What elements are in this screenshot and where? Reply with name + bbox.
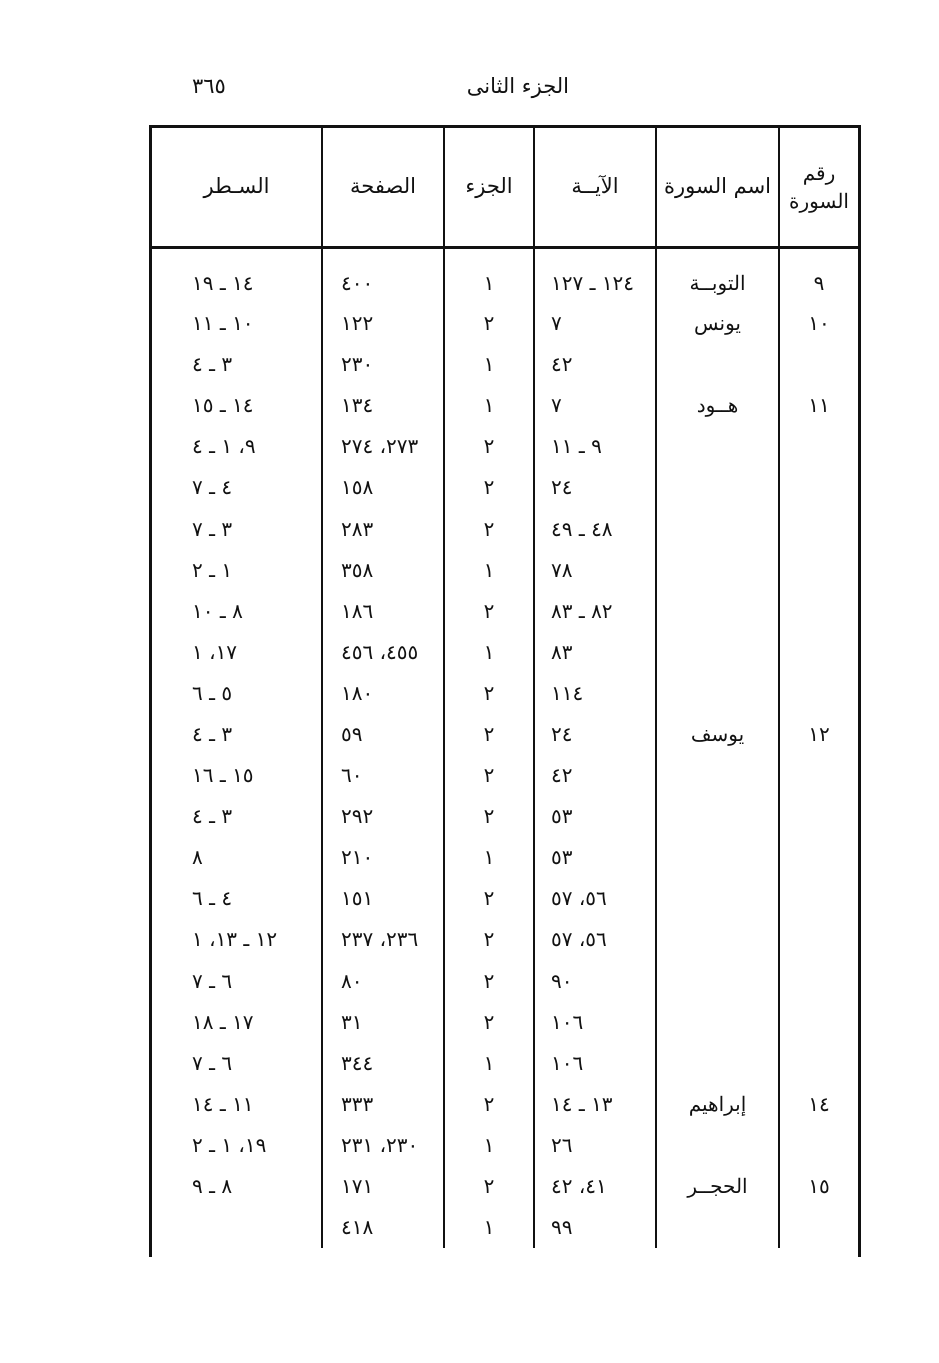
cell-juz: ١ bbox=[444, 549, 534, 590]
cell-page: ١٥٨ bbox=[322, 467, 444, 508]
cell-page: ١٨٠ bbox=[322, 672, 444, 713]
table-row bbox=[152, 631, 858, 672]
cell-aya: ٥٦، ٥٧ bbox=[534, 919, 656, 960]
page-number: ٣٦٥ bbox=[192, 74, 226, 98]
cell-aya: ٨٢ ـ ٨٣ bbox=[534, 590, 656, 631]
cell-surah-number bbox=[779, 426, 858, 467]
cell-surah-name: الحجــر bbox=[656, 1165, 779, 1206]
cell-aya: ٧ bbox=[534, 303, 656, 344]
cell-line: ١٧ ـ ١٨ bbox=[192, 1009, 254, 1034]
cell-line: ١٧، ١ bbox=[192, 639, 238, 664]
cell-line: ١١ ـ ١٤ bbox=[192, 1091, 254, 1116]
cell-surah-name bbox=[656, 1124, 779, 1165]
cell-surah-number bbox=[779, 1124, 858, 1165]
table-row bbox=[152, 344, 858, 385]
cell-surah-name bbox=[656, 631, 779, 672]
header-row bbox=[152, 128, 858, 248]
cell-juz: ٢ bbox=[444, 919, 534, 960]
cell-page: ٣٣٣ bbox=[322, 1083, 444, 1124]
cell-aya: ٩ ـ ١١ bbox=[534, 426, 656, 467]
cell-aya: ١١٤ bbox=[534, 672, 656, 713]
table-row bbox=[152, 1207, 858, 1248]
cell-line: ١٥ ـ ١٦ bbox=[192, 763, 254, 788]
cell-surah-name bbox=[656, 960, 779, 1001]
cell-surah-name bbox=[656, 837, 779, 878]
cell-line: ١٢ ـ ١٣، ١ bbox=[192, 927, 278, 952]
cell-page: ١٨٦ bbox=[322, 590, 444, 631]
cell-line: ٣ ـ ٧ bbox=[192, 516, 233, 541]
table-row bbox=[152, 303, 858, 344]
cell-surah-name bbox=[656, 590, 779, 631]
cell-line: ١٠ ـ ١١ bbox=[192, 311, 254, 336]
cell-line: ٣ ـ ٤ bbox=[192, 721, 233, 746]
table-row bbox=[152, 755, 858, 796]
cell-surah-number bbox=[779, 796, 858, 837]
cell-surah-name bbox=[656, 1207, 779, 1248]
cell-aya: ٨٣ bbox=[534, 631, 656, 672]
cell-page: ٨٠ bbox=[322, 960, 444, 1001]
surah-number-header-line1: رقم bbox=[802, 161, 836, 185]
cell-aya: ٤٢ bbox=[534, 344, 656, 385]
cell-aya: ٥٦، ٥٧ bbox=[534, 878, 656, 919]
col-aya-header: الآيــة bbox=[534, 128, 656, 248]
cell-juz: ١ bbox=[444, 344, 534, 385]
cell-juz: ٢ bbox=[444, 878, 534, 919]
surah-index-table bbox=[152, 128, 858, 1248]
cell-page: ٥٩ bbox=[322, 713, 444, 754]
cell-surah-number bbox=[779, 878, 858, 919]
cell-surah-number: ١١ bbox=[779, 385, 858, 426]
col-juz-header: الجزء bbox=[444, 128, 534, 248]
cell-juz: ٢ bbox=[444, 796, 534, 837]
cell-aya: ٤٢ bbox=[534, 755, 656, 796]
cell-line: ٣ ـ ٤ bbox=[192, 804, 233, 829]
cell-juz: ١ bbox=[444, 248, 534, 303]
cell-line: ٨ ـ ١٠ bbox=[192, 598, 243, 623]
cell-page: ١٣٤ bbox=[322, 385, 444, 426]
cell-page: ٢٣٠، ٢٣١ bbox=[322, 1124, 444, 1165]
cell-juz: ٢ bbox=[444, 713, 534, 754]
page-title: الجزء الثانى bbox=[466, 74, 569, 98]
cell-juz: ١ bbox=[444, 1042, 534, 1083]
cell-aya: ١٠٦ bbox=[534, 1042, 656, 1083]
cell-aya: ٧ bbox=[534, 385, 656, 426]
table-row bbox=[152, 672, 858, 713]
cell-surah-number bbox=[779, 631, 858, 672]
cell-page: ٤٥٥، ٤٥٦ bbox=[322, 631, 444, 672]
cell-page: ٣٤٤ bbox=[322, 1042, 444, 1083]
table-row bbox=[152, 549, 858, 590]
col-surah-number-header bbox=[779, 128, 858, 248]
cell-aya: ٢٦ bbox=[534, 1124, 656, 1165]
cell-surah-number bbox=[779, 672, 858, 713]
table-row bbox=[152, 878, 858, 919]
cell-page: ٢٣٠ bbox=[322, 344, 444, 385]
cell-surah-name bbox=[656, 1001, 779, 1042]
cell-line: ٣ ـ ٤ bbox=[192, 352, 233, 377]
cell-aya: ٩٠ bbox=[534, 960, 656, 1001]
cell-juz: ٢ bbox=[444, 672, 534, 713]
cell-page: ٢٨٣ bbox=[322, 508, 444, 549]
cell-page: ٢٩٢ bbox=[322, 796, 444, 837]
cell-line: ١٤ ـ ١٩ bbox=[192, 270, 254, 295]
table-row bbox=[152, 1165, 858, 1206]
cell-line: ٨ ـ ٩ bbox=[192, 1174, 233, 1199]
cell-juz: ٢ bbox=[444, 1165, 534, 1206]
surah-number-header-line2: السورة bbox=[789, 189, 849, 213]
cell-surah-name bbox=[656, 426, 779, 467]
cell-surah-number bbox=[779, 1207, 858, 1248]
cell-surah-name bbox=[656, 1042, 779, 1083]
cell-juz: ٢ bbox=[444, 426, 534, 467]
cell-surah-number bbox=[779, 590, 858, 631]
cell-surah-number bbox=[779, 467, 858, 508]
cell-surah-name bbox=[656, 919, 779, 960]
cell-page: ٤٠٠ bbox=[322, 248, 444, 303]
table-row bbox=[152, 837, 858, 878]
table-row bbox=[152, 508, 858, 549]
cell-surah-number: ١٠ bbox=[779, 303, 858, 344]
cell-surah-number: ٩ bbox=[779, 248, 858, 303]
cell-page: ٦٠ bbox=[322, 755, 444, 796]
cell-juz: ٢ bbox=[444, 1001, 534, 1042]
cell-surah-number: ١٤ bbox=[779, 1083, 858, 1124]
table-row bbox=[152, 385, 858, 426]
cell-line: ٨ bbox=[192, 845, 203, 870]
cell-surah-number bbox=[779, 755, 858, 796]
table-row bbox=[152, 590, 858, 631]
cell-juz: ٢ bbox=[444, 467, 534, 508]
table-row bbox=[152, 919, 858, 960]
cell-line bbox=[152, 1207, 322, 1248]
col-surah-name-header: اسم السورة bbox=[656, 128, 779, 248]
table-row bbox=[152, 426, 858, 467]
cell-aya: ١٠٦ bbox=[534, 1001, 656, 1042]
cell-line: ١٤ ـ ١٥ bbox=[192, 393, 254, 418]
cell-juz: ١ bbox=[444, 631, 534, 672]
cell-aya: ٩٩ bbox=[534, 1207, 656, 1248]
cell-aya: ٧٨ bbox=[534, 549, 656, 590]
table-row bbox=[152, 248, 858, 303]
col-page-header: الصفحة bbox=[322, 128, 444, 248]
cell-surah-name bbox=[656, 755, 779, 796]
table-row bbox=[152, 1001, 858, 1042]
page-header bbox=[0, 74, 939, 110]
cell-surah-number bbox=[779, 1001, 858, 1042]
cell-surah-name bbox=[656, 508, 779, 549]
cell-juz: ٢ bbox=[444, 508, 534, 549]
cell-line: ٦ ـ ٧ bbox=[192, 1050, 233, 1075]
cell-line: ٥ ـ ٦ bbox=[192, 680, 233, 705]
cell-surah-name bbox=[656, 344, 779, 385]
cell-juz: ٢ bbox=[444, 755, 534, 796]
col-line-header: السـطر bbox=[152, 128, 322, 248]
cell-page: ٢٧٣، ٢٧٤ bbox=[322, 426, 444, 467]
cell-juz: ١ bbox=[444, 1207, 534, 1248]
cell-page: ٢١٠ bbox=[322, 837, 444, 878]
cell-surah-name: التوبــة bbox=[656, 248, 779, 303]
table-header bbox=[152, 128, 858, 248]
cell-surah-name bbox=[656, 878, 779, 919]
cell-surah-number bbox=[779, 837, 858, 878]
cell-line: ٦ ـ ٧ bbox=[192, 968, 233, 993]
cell-surah-name: يونس bbox=[656, 303, 779, 344]
cell-aya: ٢٤ bbox=[534, 713, 656, 754]
table-row bbox=[152, 1042, 858, 1083]
cell-page: ٣١ bbox=[322, 1001, 444, 1042]
cell-surah-number bbox=[779, 344, 858, 385]
cell-juz: ٢ bbox=[444, 590, 534, 631]
cell-surah-number bbox=[779, 960, 858, 1001]
cell-page: ١٥١ bbox=[322, 878, 444, 919]
cell-aya: ١٣ ـ ١٤ bbox=[534, 1083, 656, 1124]
cell-surah-name: هــود bbox=[656, 385, 779, 426]
cell-surah-number bbox=[779, 919, 858, 960]
cell-surah-number bbox=[779, 1042, 858, 1083]
cell-line: ١٩، ١ ـ ٢ bbox=[192, 1132, 267, 1157]
cell-surah-name: إبراهيم bbox=[656, 1083, 779, 1124]
cell-aya: ٢٤ bbox=[534, 467, 656, 508]
table-body bbox=[152, 248, 858, 1248]
cell-surah-name: يوسف bbox=[656, 713, 779, 754]
cell-surah-name bbox=[656, 549, 779, 590]
table-row bbox=[152, 1124, 858, 1165]
cell-line: ٩، ١ ـ ٤ bbox=[192, 434, 256, 459]
cell-surah-number: ١٢ bbox=[779, 713, 858, 754]
cell-line: ٤ ـ ٧ bbox=[192, 475, 233, 500]
cell-juz: ١ bbox=[444, 1124, 534, 1165]
cell-surah-number bbox=[779, 508, 858, 549]
cell-aya: ٤٨ ـ ٤٩ bbox=[534, 508, 656, 549]
cell-aya: ٤١، ٤٢ bbox=[534, 1165, 656, 1206]
cell-juz: ١ bbox=[444, 837, 534, 878]
cell-juz: ٢ bbox=[444, 960, 534, 1001]
cell-line: ٤ ـ ٦ bbox=[192, 886, 233, 911]
cell-page: ٢٣٦، ٢٣٧ bbox=[322, 919, 444, 960]
cell-aya: ٥٣ bbox=[534, 796, 656, 837]
table-row bbox=[152, 467, 858, 508]
cell-aya: ٥٣ bbox=[534, 837, 656, 878]
table-row bbox=[152, 796, 858, 837]
cell-surah-number bbox=[779, 549, 858, 590]
index-table-frame bbox=[149, 125, 861, 1257]
cell-page: ٣٥٨ bbox=[322, 549, 444, 590]
cell-page: ٤١٨ bbox=[322, 1207, 444, 1248]
cell-page: ١٢٢ bbox=[322, 303, 444, 344]
cell-surah-number: ١٥ bbox=[779, 1165, 858, 1206]
cell-surah-name bbox=[656, 672, 779, 713]
cell-surah-name bbox=[656, 467, 779, 508]
table-row bbox=[152, 713, 858, 754]
cell-surah-name bbox=[656, 796, 779, 837]
cell-juz: ٢ bbox=[444, 303, 534, 344]
cell-aya: ١٢٤ ـ ١٢٧ bbox=[534, 248, 656, 303]
cell-line: ١ ـ ٢ bbox=[192, 557, 233, 582]
table-row bbox=[152, 960, 858, 1001]
cell-juz: ٢ bbox=[444, 1083, 534, 1124]
cell-page: ١٧١ bbox=[322, 1165, 444, 1206]
cell-juz: ١ bbox=[444, 385, 534, 426]
table-row bbox=[152, 1083, 858, 1124]
